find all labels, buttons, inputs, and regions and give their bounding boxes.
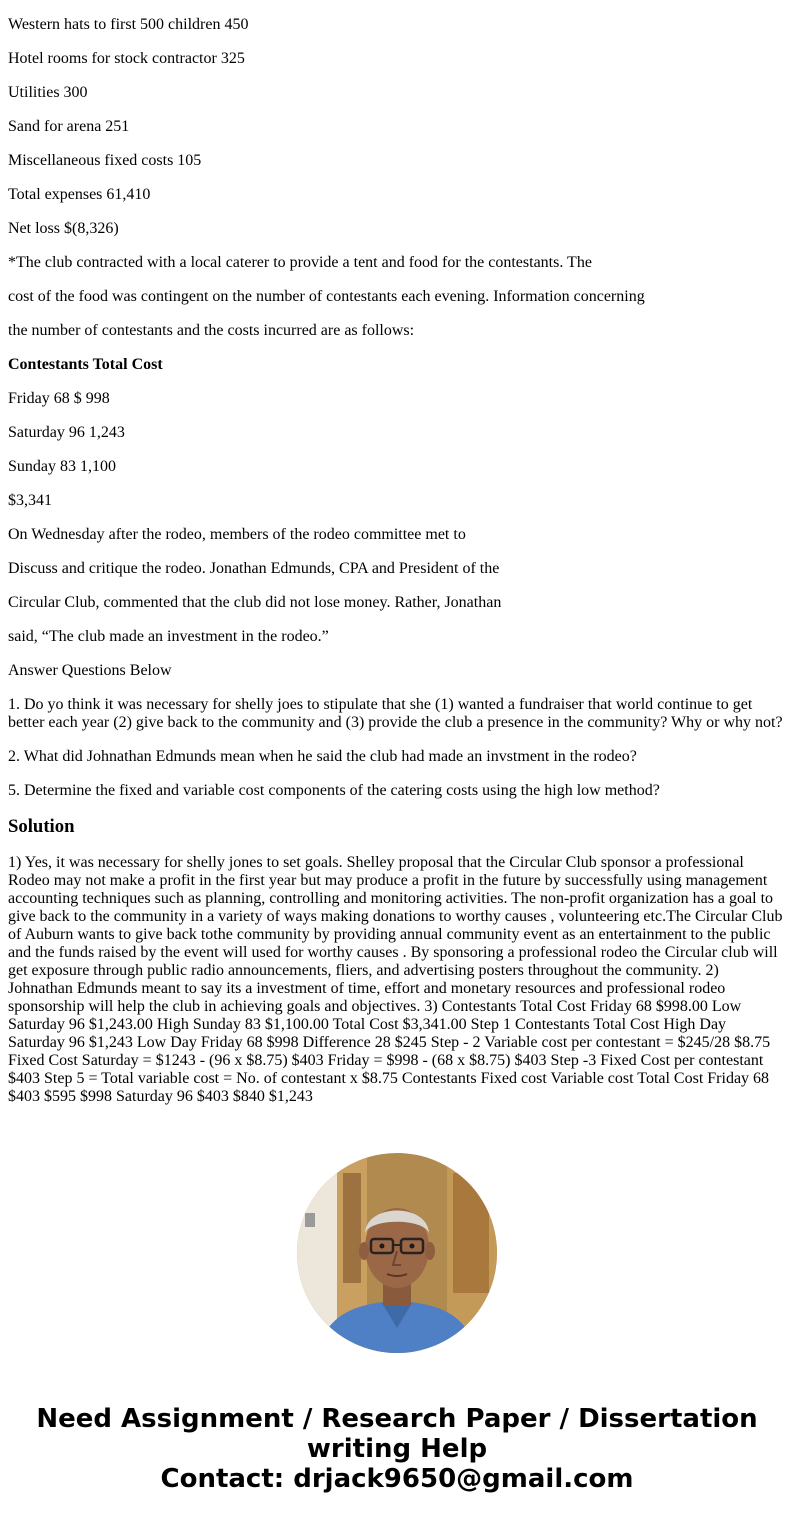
text-line: Circular Club, commented that the club did not lose money. Rather, Jonathan xyxy=(8,594,502,611)
text-line: Answer Questions Below xyxy=(8,662,172,679)
text-line: Sand for arena 251 xyxy=(8,118,130,135)
text-line: Net loss $(8,326) xyxy=(8,220,119,237)
text-line: Sunday 83 1,100 xyxy=(8,458,116,475)
promo-contact: Contact: drjack9650@gmail.com xyxy=(160,1464,634,1494)
text-line: *The club contracted with a local caterer to provide a tent and food for the contestants. The xyxy=(8,254,592,271)
text-line: said, “The club made an investment in the rodeo.” xyxy=(8,628,329,645)
text-line: the number of contestants and the costs incurred are as follows: xyxy=(8,322,415,339)
text-line: Miscellaneous fixed costs 105 xyxy=(8,152,202,169)
solution-heading: Solution xyxy=(8,816,75,837)
table-header-line: Contestants Total Cost xyxy=(8,356,163,373)
question-2: 2. What did Johnathan Edmunds mean when he said the club had made an invstment in the rodeo? xyxy=(8,748,637,765)
person-photo-icon xyxy=(297,1153,497,1353)
text-line: Utilities 300 xyxy=(8,84,88,101)
avatar xyxy=(297,1153,497,1353)
text-line: $3,341 xyxy=(8,492,52,509)
question-1: 1. Do yo think it was necessary for shelly joes to stipulate that she (1) wanted a fundraiser that world continue to get better each year (2) give back to the community and (3) provide the club a presence in the community? Why or why not? xyxy=(8,696,783,731)
document-content xyxy=(8,0,786,1106)
text-line: Saturday 96 1,243 xyxy=(8,424,125,441)
promo-banner xyxy=(0,1404,794,1494)
text-line: cost of the food was contingent on the number of contestants each evening. Information concerning xyxy=(8,288,645,305)
text-line: Friday 68 $ 998 xyxy=(8,390,110,407)
promo-line: Need Assignment / Research Paper / Dissertation xyxy=(36,1404,758,1434)
text-line: Discuss and critique the rodeo. Jonathan Edmunds, CPA and President of the xyxy=(8,560,500,577)
question-5: 5. Determine the fixed and variable cost components of the catering costs using the high low method? xyxy=(8,782,660,799)
solution-body: 1) Yes, it was necessary for shelly jones to set goals. Shelley proposal that the Circular Club sponsor a professional Rodeo may not make a profit in the first year but may produce a profit in the future by successfully using management accounting techniques such as planning, controlling and monitoring activities. The non-profit organization has a goal to give back to the community in a variety of ways making donations to worthy causes , volunteering etc.The Circular Club of Auburn wants to give back tothe community by providing annual community event as an entertainment to the public and the funds raised by the event will used for worthy causes . By sponsoring a professional rodeo the Circular club will get exposure through public radio announcements, fliers, and advertising posters throughout the community. 2) Johnathan Edmunds meant to say its a investment of time, effort and monetary resources and professional rodeo sponsorship will help the club in achieving goals and objectives. 3) Contestants Total Cost Friday 68 $998.00 Low Saturday 96 $1,243.00 High Sunday 83 $1,100.00 Total Cost $3,341.00 Step 1 Contestants Total Cost High Day Saturday 96 $1,243 Low Day Friday 68 $998 Difference 28 $245 Step - 2 Variable cost per contestant = $245/28 $8.75 Fixed Cost Saturday = $1243 - (96 x $8.75) $403 Friday = $998 - (68 x $8.75) $403 Step -3 Fixed Cost per contestant $403 Step 5 = Total variable cost = No. of contestant x $8.75 Contestants Fixed cost Variable cost Total Cost Friday 68 $403 $595 $998 Saturday 96 $403 $840 $1,243 xyxy=(8,854,783,1105)
text-line: On Wednesday after the rodeo, members of the rodeo committee met to xyxy=(8,526,466,543)
promo-line: writing Help xyxy=(306,1434,488,1464)
text-line: Total expenses 61,410 xyxy=(8,186,151,203)
text-line: Hotel rooms for stock contractor 325 xyxy=(8,50,245,67)
text-line: Western hats to first 500 children 450 xyxy=(8,16,249,33)
